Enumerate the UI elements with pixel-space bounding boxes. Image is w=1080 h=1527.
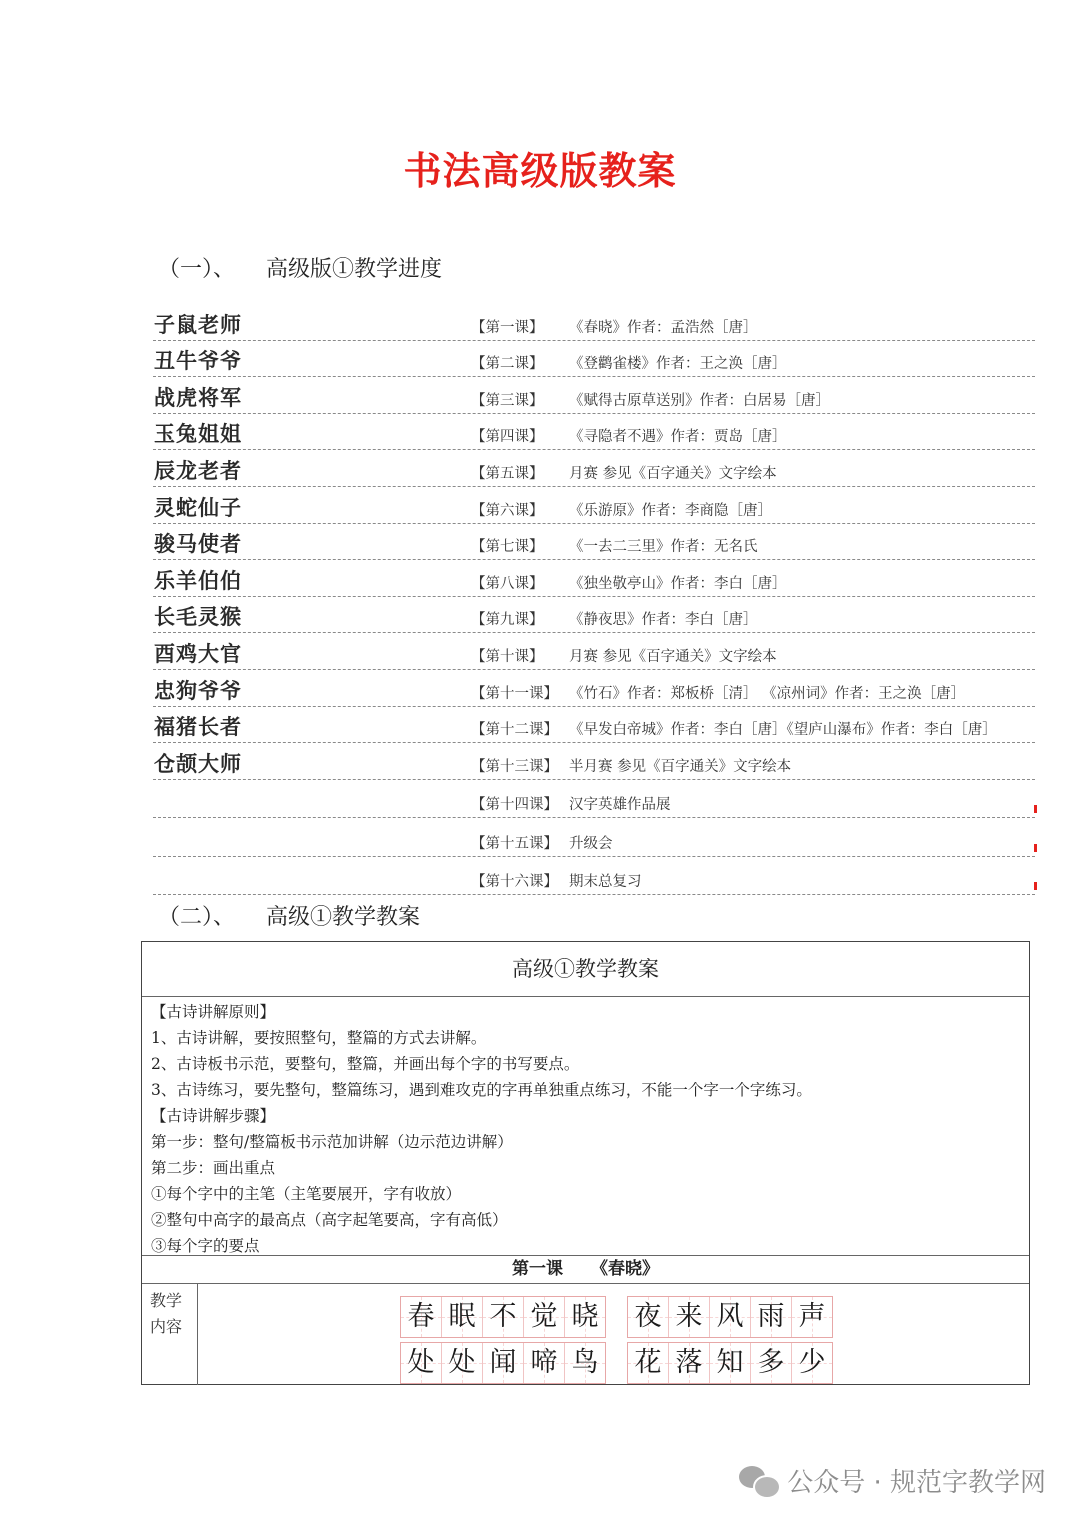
poem-grid: [400, 1296, 833, 1388]
poem-character: 眠: [448, 1301, 476, 1332]
teacher-name: 忠狗爷爷: [154, 678, 242, 703]
poem-line: [400, 1296, 606, 1338]
section-label: 高级①教学教案: [266, 905, 421, 930]
character-cell: [792, 1297, 832, 1337]
poem-character: 风: [716, 1301, 744, 1332]
lesson-number: 【第二课】: [471, 356, 544, 373]
character-cell: [792, 1343, 832, 1383]
lesson-body: [142, 1284, 1029, 1385]
progress-row: [153, 524, 1035, 561]
teacher-name: 仓颉大师: [154, 751, 242, 776]
progress-list: [153, 304, 1035, 895]
lesson-plan-table: [141, 941, 1030, 1385]
lesson-content: 《春晓》作者：孟浩然［唐］: [569, 319, 758, 336]
lesson-content: 《竹石》作者：郑板桥［清］ 《凉州词》作者：王之涣［唐］: [569, 685, 966, 702]
character-cell: [710, 1297, 751, 1337]
progress-row: [153, 304, 1035, 341]
teacher-name: 玉兔姐姐: [154, 422, 242, 447]
poem-character: 声: [798, 1301, 826, 1332]
poem-character: 来: [675, 1301, 703, 1332]
lesson-title: 《春晓》: [591, 1259, 659, 1279]
lesson-content: 升级会: [569, 835, 613, 852]
watermark: [739, 1462, 1046, 1499]
principle-line: ③每个字的要点: [151, 1237, 260, 1255]
teacher-name: 乐羊伯伯: [154, 568, 242, 593]
teacher-name: 子鼠老师: [154, 312, 242, 337]
poem-character: 鸟: [571, 1347, 599, 1378]
teacher-name: 辰龙老者: [154, 458, 242, 483]
section-number: （二）、: [158, 905, 236, 930]
lesson-number: 【第五课】: [471, 465, 544, 482]
poem-character: 觉: [530, 1301, 558, 1332]
poem-character: 知: [716, 1347, 744, 1378]
progress-row: [153, 670, 1035, 707]
section-label: 高级版①教学进度: [266, 257, 443, 282]
principle-line: 1、古诗讲解，要按照整句，整篇的方式去讲解。: [151, 1029, 487, 1047]
teacher-name: 长毛灵猴: [154, 605, 242, 630]
lesson-number: 【第七课】: [471, 539, 544, 556]
lesson-content: 《一去二三里》作者：无名氏: [569, 539, 758, 556]
character-cell: [751, 1297, 792, 1337]
principle-line: ②整句中高字的最高点（高字起笔要高，字有高低）: [151, 1211, 508, 1229]
lesson-content: 《独坐敬亭山》作者：李白［唐］: [569, 575, 787, 592]
lesson-number: 【第六课】: [471, 502, 544, 519]
lesson-content: 《乐游原》作者：李商隐［唐］: [569, 502, 772, 519]
principle-line: ①每个字中的主笔（主笔要展开，字有收放）: [151, 1185, 462, 1203]
lesson-number: 【第十三课】: [471, 758, 558, 775]
page-title: 书法高级版教案: [403, 149, 677, 193]
lesson-number: 【第九课】: [471, 612, 544, 629]
poem-character: 落: [675, 1347, 703, 1378]
character-cell: [751, 1343, 792, 1383]
character-cell: [524, 1297, 565, 1337]
lesson-content: 《赋得古原草送别》作者：白居易［唐］: [569, 392, 830, 409]
poem-character: 闻: [489, 1347, 517, 1378]
teacher-name: 灵蛇仙子: [154, 495, 242, 520]
character-cell: [401, 1343, 442, 1383]
character-cell: [442, 1297, 483, 1337]
lesson-number: 【第三课】: [471, 392, 544, 409]
poem-character: 夜: [634, 1301, 662, 1332]
character-cell: [669, 1343, 710, 1383]
poem-character: 不: [489, 1301, 517, 1332]
character-cell: [483, 1343, 524, 1383]
principle-line: 2、古诗板书示范，要整句，整篇，并画出每个字的书写要点。: [151, 1055, 580, 1073]
lesson-content: 汉字英雄作品展: [569, 797, 671, 814]
progress-row: [153, 743, 1035, 780]
character-cell: [565, 1297, 605, 1337]
watermark-text: 公众号 · 规范字教学网: [787, 1468, 1046, 1498]
poem-character: 处: [448, 1347, 476, 1378]
teacher-name: 酉鸡大官: [154, 641, 242, 666]
lesson-number: 第一课: [512, 1259, 563, 1279]
lesson-content: 月赛 参见《百字通关》文字绘本: [569, 648, 777, 665]
lesson-number: 【第十五课】: [471, 835, 558, 852]
lesson-heading: [142, 1256, 1029, 1284]
lesson-number: 【第十一课】: [471, 685, 558, 702]
poem-character: 处: [407, 1347, 435, 1378]
principle-line: 【古诗讲解原则】: [151, 1003, 276, 1021]
red-mark: [1034, 844, 1037, 852]
character-cell: [628, 1297, 669, 1337]
character-cell: [565, 1343, 605, 1383]
red-mark: [1034, 805, 1037, 813]
poem-line: [627, 1342, 833, 1384]
lesson-number: 【第十四课】: [471, 797, 558, 814]
red-mark: [1034, 882, 1037, 890]
lesson-number: 【第八课】: [471, 575, 544, 592]
teacher-name: 骏马使者: [154, 532, 242, 557]
progress-row: [153, 377, 1035, 414]
lesson-content: 《静夜思》作者：李白［唐］: [569, 612, 758, 629]
poem-character: 啼: [530, 1347, 558, 1378]
teacher-name: 福猪长者: [154, 715, 242, 740]
content-label: 教学内容: [142, 1284, 198, 1385]
poem-character: 花: [634, 1347, 662, 1378]
lesson-number: 【第十六课】: [471, 874, 558, 891]
section-heading-progress: [158, 252, 442, 283]
principle-line: 第一步：整句/整篇板书示范加讲解（边示范边讲解）: [151, 1133, 513, 1151]
wechat-icon: [739, 1464, 779, 1498]
lesson-number: 【第十二课】: [471, 722, 558, 739]
progress-row: [153, 560, 1035, 597]
principle-line: 第二步：画出重点: [151, 1159, 276, 1177]
poem-line: [627, 1296, 833, 1338]
poem-character: 春: [407, 1301, 435, 1332]
progress-row: [153, 414, 1035, 451]
progress-row: [153, 487, 1035, 524]
poem-line: [400, 1342, 606, 1384]
character-cell: [628, 1343, 669, 1383]
lesson-content: 半月赛 参见《百字通关》文字绘本: [569, 758, 792, 775]
lesson-content: 《寻隐者不遇》作者：贾岛［唐］: [569, 429, 787, 446]
progress-row: [153, 857, 1035, 896]
character-cell: [401, 1297, 442, 1337]
principles-block: [142, 997, 1029, 1256]
principle-line: 【古诗讲解步骤】: [151, 1107, 276, 1125]
lesson-content: 《早发白帝城》作者：李白［唐］《望庐山瀑布》作者：李白［唐］: [569, 722, 997, 739]
plan-title: 高级①教学教案: [142, 942, 1029, 997]
progress-row: [153, 780, 1035, 819]
character-cell: [524, 1343, 565, 1383]
character-cell: [669, 1297, 710, 1337]
lesson-number: 【第十课】: [471, 648, 544, 665]
character-cell: [710, 1343, 751, 1383]
poem-row: [400, 1296, 833, 1338]
section-number: （一）、: [158, 257, 236, 282]
lesson-number: 【第四课】: [471, 429, 544, 446]
teacher-name: 战虎将军: [154, 385, 242, 410]
progress-row: [153, 341, 1035, 378]
lesson-content: 月赛 参见《百字通关》文字绘本: [569, 465, 777, 482]
principle-line: 3、古诗练习，要先整句，整篇练习，遇到难攻克的字再单独重点练习，不能一个字一个字练习。: [151, 1081, 812, 1099]
character-cell: [483, 1297, 524, 1337]
progress-row: [153, 818, 1035, 857]
section-heading-plan: [158, 900, 420, 931]
progress-row: [153, 597, 1035, 634]
teacher-name: 丑牛爷爷: [154, 349, 242, 374]
lesson-content: 期末总复习: [569, 874, 642, 891]
poem-row: [400, 1342, 833, 1384]
progress-row: [153, 707, 1035, 744]
poem-character: 雨: [757, 1301, 785, 1332]
progress-row: [153, 450, 1035, 487]
lesson-content: 《登鹳雀楼》作者：王之涣［唐］: [569, 356, 787, 373]
poem-character: 少: [798, 1347, 826, 1378]
lesson-number: 【第一课】: [471, 319, 544, 336]
progress-row: [153, 633, 1035, 670]
character-cell: [442, 1343, 483, 1383]
poem-character: 晓: [571, 1301, 599, 1332]
poem-character: 多: [757, 1347, 785, 1378]
